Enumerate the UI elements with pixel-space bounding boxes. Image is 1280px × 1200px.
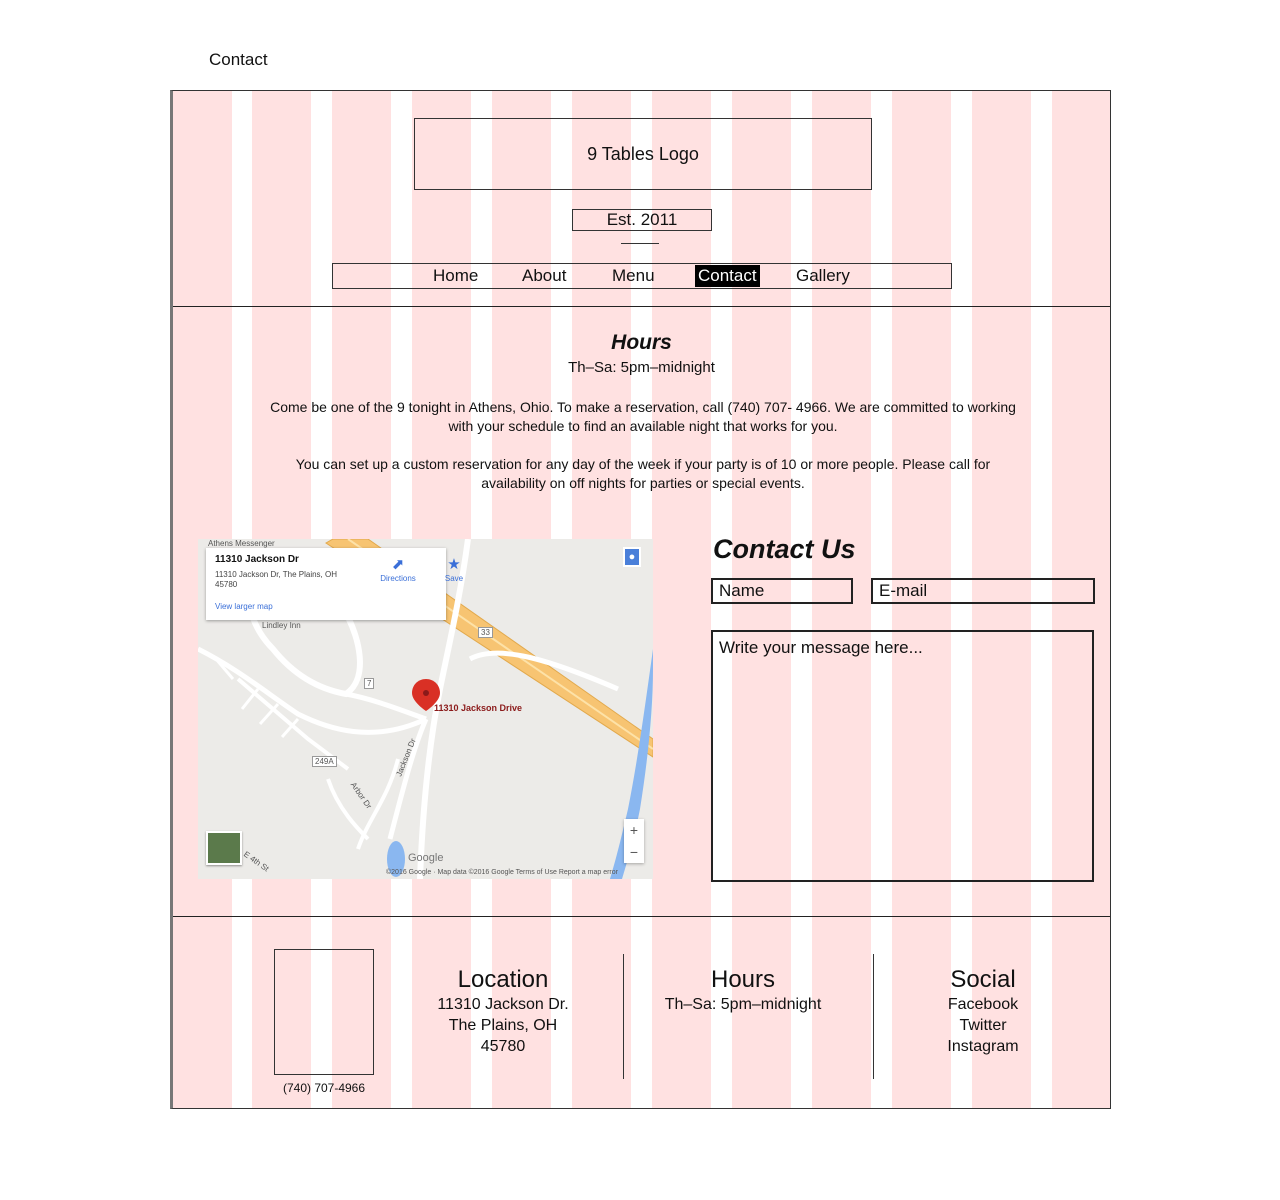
logo-placeholder[interactable]	[414, 118, 872, 190]
map-pin-label: 11310 Jackson Drive	[434, 703, 523, 713]
street-view-pegman-icon[interactable]: ●	[623, 547, 641, 567]
embedded-map[interactable]	[198, 539, 653, 879]
footer-hours-heading: Hours	[710, 966, 776, 993]
nav-gallery[interactable]: Gallery	[796, 266, 850, 285]
footer-social-heading: Social	[950, 966, 1016, 993]
google-logo: Google	[408, 852, 444, 864]
map-card-address: 11310 Jackson Dr, The Plains, OH 45780	[215, 570, 337, 589]
nav-home[interactable]: Home	[433, 266, 479, 285]
message-textarea[interactable]	[711, 630, 1094, 882]
map-shield-7: 7	[364, 678, 374, 689]
footer-location	[413, 966, 593, 1057]
footer-location-heading: Location	[457, 966, 549, 993]
map-road-jackson: Jackson Dr	[394, 737, 418, 778]
footer-hours-line1: Th–Sa: 5pm–midnight	[664, 996, 822, 1013]
hours-text: Th–Sa: 5pm–midnight	[568, 359, 715, 376]
reservation-paragraph: Come be one of the 9 tonight in Athens, Ohio. To make a reservation, call (740) 707- 4966. We are committed to working with your schedule to find an available night that works for you.	[270, 399, 1016, 434]
facebook-link[interactable]: Facebook	[947, 996, 1019, 1013]
grid-column	[652, 91, 711, 1108]
save-label: Save	[444, 574, 464, 583]
instagram-link[interactable]: Instagram	[947, 1038, 1019, 1055]
map-place-lindley: Lindley Inn	[262, 621, 301, 630]
footer-hours	[643, 966, 843, 1015]
map-road-arbor: Arbor Dr	[348, 780, 374, 811]
page-label: Contact	[209, 50, 268, 69]
custom-reservation-paragraph: You can set up a custom reservation for any day of the week if your party is of 10 or more people. Please call for availability on off nights for parties or special events.	[295, 456, 991, 491]
footer-social	[913, 966, 1053, 1057]
name-input[interactable]	[711, 578, 853, 604]
established-badge: Est. 2011	[572, 209, 712, 231]
decorative-rule	[621, 243, 659, 244]
footer-location-line3: 45780	[480, 1038, 526, 1055]
map-shield-33: 33	[478, 627, 493, 638]
hours-heading: Hours	[611, 331, 672, 354]
twitter-link[interactable]: Twitter	[959, 1017, 1007, 1034]
footer-location-line2: The Plains, OH	[448, 1017, 558, 1034]
zoom-out-button[interactable]: −	[629, 844, 639, 860]
footer-location-line1: 11310 Jackson Dr.	[437, 996, 569, 1013]
directions-icon: ⬈	[391, 556, 405, 573]
map-place-athens: Athens Messenger	[208, 539, 275, 548]
satellite-toggle-thumbnail[interactable]	[206, 831, 242, 865]
map-zoom-control	[624, 819, 644, 863]
contact-us-heading: Contact Us	[713, 534, 856, 564]
nav-about[interactable]: About	[522, 266, 567, 285]
header-divider	[173, 306, 1110, 307]
save-button[interactable]	[434, 556, 474, 583]
view-larger-map-link[interactable]: View larger map	[215, 602, 273, 611]
footer-separator	[873, 954, 874, 1079]
footer-image-placeholder	[274, 949, 374, 1075]
map-shield-249a: 249A	[312, 756, 337, 767]
nav-menu[interactable]: Menu	[612, 266, 655, 285]
footer-separator	[623, 954, 624, 1079]
map-info-card	[206, 548, 464, 620]
map-attribution[interactable]: ©2016 Google · Map data ©2016 Google Terms of Use Report a map error	[386, 869, 618, 876]
main-nav	[332, 263, 952, 289]
zoom-in-button[interactable]: +	[629, 822, 639, 838]
directions-label: Directions	[380, 574, 416, 583]
star-icon: ★	[447, 556, 461, 573]
footer-divider	[173, 916, 1110, 917]
footer-phone[interactable]: (740) 707-4966	[282, 1081, 366, 1095]
logo-text: 9 Tables Logo	[587, 143, 699, 164]
nav-contact[interactable]: Contact	[695, 265, 760, 287]
map-road-4th: E 4th St	[241, 849, 271, 874]
email-input[interactable]	[871, 578, 1095, 604]
directions-button[interactable]	[376, 556, 420, 583]
wireframe-canvas	[170, 90, 1111, 1109]
map-card-title: 11310 Jackson Dr	[215, 554, 299, 565]
